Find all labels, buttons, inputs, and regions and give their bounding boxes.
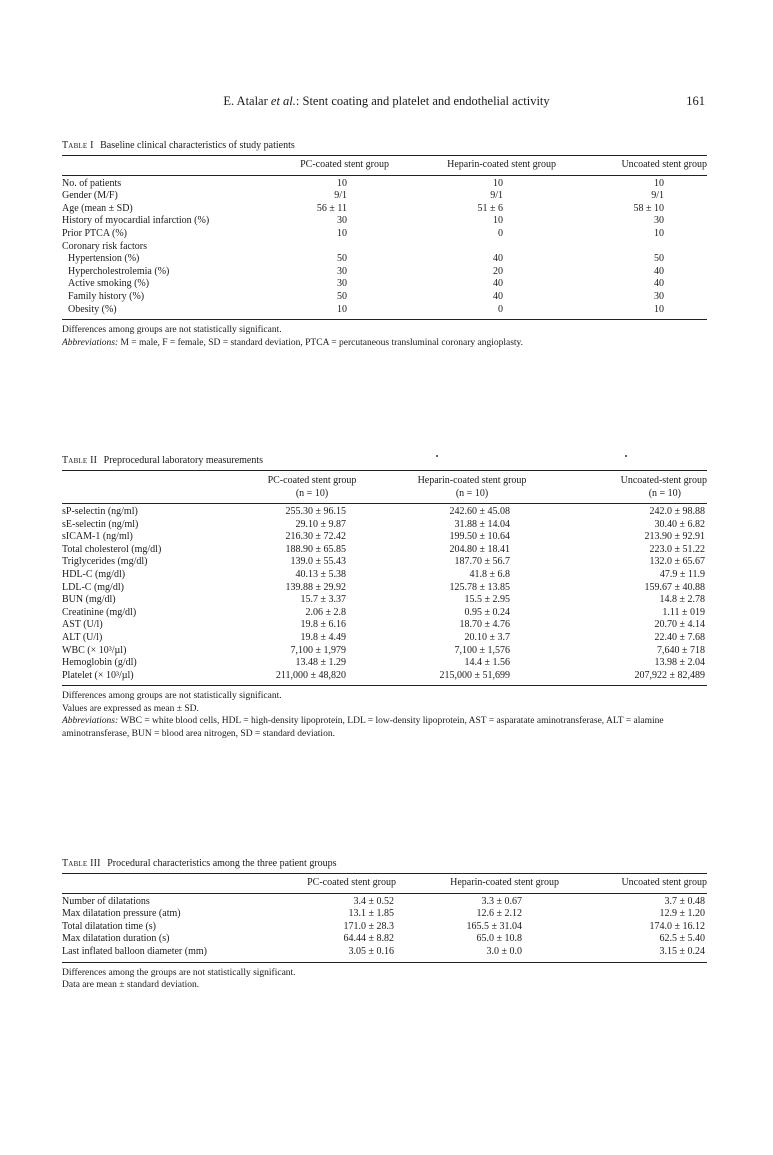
table-3-row-label: Max dilatation pressure (atm) — [62, 908, 181, 920]
table-1-cell: 10 — [562, 304, 707, 320]
table-3-row-label: Last inflated balloon diameter (mm) — [62, 946, 262, 962]
table-3-col-header: PC-coated stent group — [262, 874, 402, 894]
table-3-cell: 3.0 ± 0.0 — [402, 946, 567, 962]
table-1-row-label: Obesity (%) — [62, 304, 262, 320]
table-2-cell: 40.13 ± 5.38 — [295, 568, 346, 580]
table-2-cell: 132.0 ± 65.67 — [649, 556, 705, 568]
table-3-notes — [62, 967, 707, 992]
table-1-cell: 30 — [654, 215, 664, 227]
table-2-cell: 242.60 ± 45.08 — [449, 506, 510, 517]
table-2-cell: 215,000 ± 51,699 — [392, 670, 552, 686]
table-3-row-label: Total dilatation time (s) — [62, 920, 156, 932]
table-2-note: Differences among groups are not statistically significant. — [62, 691, 282, 702]
table-2-row — [62, 531, 707, 544]
table-2-row — [62, 582, 707, 595]
table-3-caption — [62, 858, 707, 869]
table-2-col-header-name: Uncoated-stent group — [620, 475, 707, 486]
table-3-cell: 3.7 ± 0.48 — [664, 895, 705, 907]
table-1-header-row — [62, 156, 707, 176]
table-1-row-label: Gender (M/F) — [62, 190, 118, 202]
table-2-row-label: Creatinine (mg/dl) — [62, 606, 137, 618]
table-1-cell: 56 ± 11 — [316, 202, 347, 214]
table-2-cell: 211,000 ± 48,820 — [232, 670, 392, 686]
table-2-col-header — [232, 471, 392, 504]
table-2-row-label: BUN (mg/dl) — [62, 594, 116, 606]
table-2-cell: 139.0 ± 55.43 — [290, 556, 346, 568]
table-1-cell: 10 — [493, 215, 503, 227]
table-1-abbr-text: M = male, F = female, SD = standard deviation, PTCA = percutaneous transluminal coronary angioplasty. — [118, 337, 524, 348]
table-1-cell: 10 — [262, 304, 397, 320]
table-1-cell: 30 — [337, 215, 347, 227]
table-2-abbreviations — [62, 715, 707, 740]
table-2-row-label: ALT (U/l) — [62, 631, 103, 643]
table-2-cell: 30.40 ± 6.82 — [654, 518, 705, 530]
table-2-block — [62, 455, 707, 740]
table-1-row — [62, 241, 707, 254]
table-2-row — [62, 519, 707, 532]
table-2-row-label: AST (U/l) — [62, 619, 103, 631]
table-2-cell: 7,100 ± 1,576 — [454, 644, 510, 656]
table-3-cell: 3.4 ± 0.52 — [353, 895, 394, 907]
table-2-caption-text: Preprocedural laboratory measurements — [103, 455, 264, 466]
table-2-row — [62, 569, 707, 582]
table-2-header-blank — [62, 471, 232, 504]
table-2-header-row — [62, 471, 707, 504]
table-1-cell: 40 — [654, 265, 664, 277]
table-2-cell: 15.5 ± 2.95 — [464, 594, 510, 606]
page-number: 161 — [686, 94, 705, 108]
table-3-row-label: Number of dilatations — [62, 895, 150, 907]
table-1-notes — [62, 324, 707, 349]
table-2-cell: 199.50 ± 10.64 — [449, 531, 510, 543]
table-1-cell: 10 — [654, 227, 664, 239]
table-2-row-label: WBC (× 10³/µl) — [62, 644, 127, 656]
table-3-cell: 12.9 ± 1.20 — [659, 908, 705, 920]
table-3-row — [62, 921, 707, 934]
table-1-cell: 10 — [654, 177, 664, 189]
table-2-row — [62, 607, 707, 620]
table-2-cell: 255.30 ± 96.15 — [285, 506, 346, 517]
table-2-row-label: HDL-C (mg/dl) — [62, 568, 126, 580]
table-2-row — [62, 657, 707, 670]
table-3-block — [62, 858, 707, 992]
table-1-cell: 10 — [337, 177, 347, 189]
table-3-caption-text: Procedural characteristics among the three patient groups — [107, 858, 337, 869]
table-1-row — [62, 253, 707, 266]
table-1-caption-text: Baseline clinical characteristics of study patients — [100, 140, 295, 151]
table-3-cell: 165.5 ± 31.04 — [466, 920, 522, 932]
table-2-cell: 15.7 ± 3.37 — [300, 594, 346, 606]
table-1-row-label: Hypertension (%) — [68, 253, 140, 265]
table-2-cell: 188.90 ± 65.85 — [285, 543, 346, 555]
table-1-col-header: Heparin-coated stent group — [397, 156, 562, 176]
table-1-cell: 50 — [337, 253, 347, 265]
table-3-row — [62, 908, 707, 921]
table-1-cell: 30 — [337, 265, 347, 277]
table-1-cell — [262, 241, 397, 254]
table-1-cell: 51 ± 6 — [477, 202, 503, 214]
table-3-row-label: Max dilatation duration (s) — [62, 933, 170, 945]
table-2-row-label: Platelet (× 10³/µl) — [62, 670, 232, 686]
table-2-row — [62, 556, 707, 569]
table-2-abbr-label: Abbreviations: — [62, 716, 119, 727]
table-2-cell: 47.9 ± 11.9 — [659, 568, 705, 580]
table-1-cell: 10 — [493, 177, 503, 189]
table-3 — [62, 873, 707, 963]
table-2-cell: 242.0 ± 98.88 — [649, 506, 705, 517]
table-2-cell: 20.10 ± 3.7 — [464, 631, 510, 643]
table-2-cell: 2.06 ± 2.8 — [305, 606, 346, 618]
table-2-cell: 7,100 ± 1,979 — [290, 644, 346, 656]
table-2-cell: 14.8 ± 2.78 — [659, 594, 705, 606]
table-1-cell — [397, 241, 562, 254]
table-2-cell: 13.98 ± 2.04 — [654, 657, 705, 669]
table-1-block — [62, 140, 707, 349]
table-1-row-label: Coronary risk factors — [62, 240, 147, 252]
table-3-cell: 174.0 ± 16.12 — [649, 920, 705, 932]
table-2-cell: 20.70 ± 4.14 — [654, 619, 705, 631]
table-2-cell: 1.11 ± 019 — [662, 606, 705, 618]
table-2-label: Table II — [62, 455, 98, 466]
table-2-cell: 204.80 ± 18.41 — [449, 543, 510, 555]
table-1-row-label: Prior PTCA (%) — [62, 227, 127, 239]
table-1-header-blank — [62, 156, 262, 176]
table-2-col-header — [392, 471, 552, 504]
table-2-col-header-name: Heparin-coated stent group — [417, 475, 527, 486]
table-2-caption — [62, 455, 707, 466]
table-1-cell — [562, 241, 707, 254]
table-1-cell: 50 — [337, 290, 347, 302]
table-2-row — [62, 670, 707, 686]
running-head-etal: et al. — [270, 94, 296, 108]
table-2-note: Values are expressed as mean ± SD. — [62, 703, 199, 714]
table-1-col-header: PC-coated stent group — [262, 156, 397, 176]
table-2-row-label: sICAM-1 (ng/ml) — [62, 531, 133, 543]
table-2-cell: 22.40 ± 7.68 — [654, 631, 705, 643]
table-2-col-header — [552, 471, 707, 504]
table-3-cell: 64.44 ± 8.82 — [343, 933, 394, 945]
running-head — [0, 94, 773, 109]
table-1-row-label: Family history (%) — [68, 290, 145, 302]
table-1-label: Table I — [62, 140, 94, 151]
table-3-row — [62, 933, 707, 946]
table-3-cell: 3.15 ± 0.24 — [567, 946, 707, 962]
table-1-row — [62, 190, 707, 203]
table-1-row — [62, 175, 707, 190]
table-2-cell: 216.30 ± 72.42 — [285, 531, 346, 543]
table-2-row — [62, 632, 707, 645]
table-1-row-label: Age (mean ± SD) — [62, 202, 133, 214]
table-2-cell: 207,922 ± 82,489 — [552, 670, 707, 686]
table-2-cell: 0.95 ± 0.24 — [464, 606, 510, 618]
table-1-cell: 58 ± 10 — [633, 202, 664, 214]
table-1-cell: 0 — [397, 304, 562, 320]
table-2-cell: 125.78 ± 13.85 — [449, 581, 510, 593]
table-2-cell: 159.67 ± 40.88 — [644, 581, 705, 593]
table-3-cell: 171.0 ± 28.3 — [343, 920, 394, 932]
table-1-row-label: Active smoking (%) — [68, 278, 150, 290]
table-1-row — [62, 228, 707, 241]
table-1-row — [62, 291, 707, 304]
table-1-col-header: Uncoated stent group — [562, 156, 707, 176]
table-2-row-label: Hemoglobin (g/dl) — [62, 657, 137, 669]
table-2-cell: 19.8 ± 6.16 — [300, 619, 346, 631]
table-2-col-header-n: (n = 10) — [648, 488, 681, 499]
table-2-row — [62, 645, 707, 658]
table-1-row — [62, 304, 707, 320]
table-1 — [62, 155, 707, 320]
table-3-cell: 13.1 ± 1.85 — [348, 908, 394, 920]
table-3-col-header: Uncoated stent group — [567, 874, 707, 894]
table-2-cell: 18.70 ± 4.76 — [459, 619, 510, 631]
table-1-abbreviations — [62, 337, 707, 350]
table-3-cell: 62.5 ± 5.40 — [659, 933, 705, 945]
table-2-abbr-text: WBC = white blood cells, HDL = high-density lipoprotein, LDL = low-density lipoprotein, AST = asparatate aminotransferase, ALT = alamine aminotransferase, BUN = blood area nitrogen, SD = standard deviation. — [62, 716, 664, 739]
table-1-cell: 20 — [493, 265, 503, 277]
table-2-cell: 7,640 ± 718 — [657, 644, 705, 656]
table-2-col-header-n: (n = 10) — [455, 488, 489, 499]
table-2-cell: 41.8 ± 6.8 — [469, 568, 510, 580]
table-2-cell: 213.90 ± 92.91 — [644, 531, 705, 543]
table-3-row — [62, 893, 707, 908]
table-2-row — [62, 594, 707, 607]
table-1-cell: 9/1 — [651, 190, 664, 202]
table-2-cell: 19.8 ± 4.49 — [300, 631, 346, 643]
table-3-cell: 3.05 ± 0.16 — [262, 946, 402, 962]
table-1-row — [62, 266, 707, 279]
table-2-cell: 31.88 ± 14.04 — [454, 518, 510, 530]
table-2-row-label: sE-selectin (ng/ml) — [62, 518, 139, 530]
table-1-row-label: History of myocardial infarction (%) — [62, 215, 210, 227]
table-3-header-blank — [62, 874, 262, 894]
table-3-cell: 12.6 ± 2.12 — [476, 908, 522, 920]
table-2-row-label: Triglycerides (mg/dl) — [62, 556, 148, 568]
table-3-note: Differences among the groups are not statistically significant. — [62, 967, 296, 978]
table-3-row — [62, 946, 707, 962]
table-1-row-label: No. of patients — [62, 177, 122, 189]
table-2-row — [62, 544, 707, 557]
table-2-row-label: LDL-C (mg/dl) — [62, 581, 124, 593]
table-3-cell: 3.3 ± 0.67 — [481, 895, 522, 907]
table-2-notes — [62, 690, 707, 740]
table-2-cell: 139.88 ± 29.92 — [285, 581, 346, 593]
table-1-row — [62, 203, 707, 216]
table-1-cell: 40 — [493, 253, 503, 265]
table-3-cell: 65.0 ± 10.8 — [476, 933, 522, 945]
running-head-authors: E. Atalar — [223, 94, 268, 108]
table-3-col-header: Heparin-coated stent group — [402, 874, 567, 894]
table-1-cell: 40 — [493, 290, 503, 302]
table-2-col-header-name: PC-coated stent group — [267, 475, 357, 486]
table-1-cell: 0 — [498, 227, 503, 239]
table-1-cell: 10 — [337, 227, 347, 239]
table-1-caption — [62, 140, 707, 151]
table-3-label: Table III — [62, 858, 101, 869]
table-1-row — [62, 215, 707, 228]
table-2-cell: 29.10 ± 9.87 — [295, 518, 346, 530]
table-2-row-label: Total cholesterol (mg/dl) — [62, 543, 162, 555]
table-2 — [62, 470, 707, 686]
table-2-row-label: sP-selectin (ng/ml) — [62, 506, 138, 517]
table-1-cell: 40 — [654, 278, 664, 290]
table-1-note: Differences among groups are not statistically significant. — [62, 325, 282, 336]
table-2-cell: 223.0 ± 51.22 — [649, 543, 705, 555]
table-3-header-row — [62, 874, 707, 894]
table-1-cell: 40 — [493, 278, 503, 290]
table-1-row-label: Hypercholestrolemia (%) — [68, 265, 170, 277]
table-1-cell: 30 — [654, 290, 664, 302]
table-1-cell: 9/1 — [490, 190, 503, 202]
table-1-abbr-label: Abbreviations: — [62, 337, 119, 348]
table-3-note: Data are mean ± standard deviation. — [62, 980, 200, 991]
table-2-cell: 187.70 ± 56.7 — [454, 556, 510, 568]
table-2-cell: 13.48 ± 1.29 — [295, 657, 346, 669]
table-2-row — [62, 619, 707, 632]
table-1-cell: 9/1 — [334, 190, 347, 202]
table-2-row — [62, 504, 707, 519]
table-2-col-header-n: (n = 10) — [295, 488, 329, 499]
table-1-cell: 50 — [654, 253, 664, 265]
running-head-title: : Stent coating and platelet and endothelial activity — [295, 94, 550, 108]
table-1-cell: 30 — [337, 278, 347, 290]
table-1-row — [62, 278, 707, 291]
table-2-cell: 14.4 ± 1.56 — [464, 657, 510, 669]
